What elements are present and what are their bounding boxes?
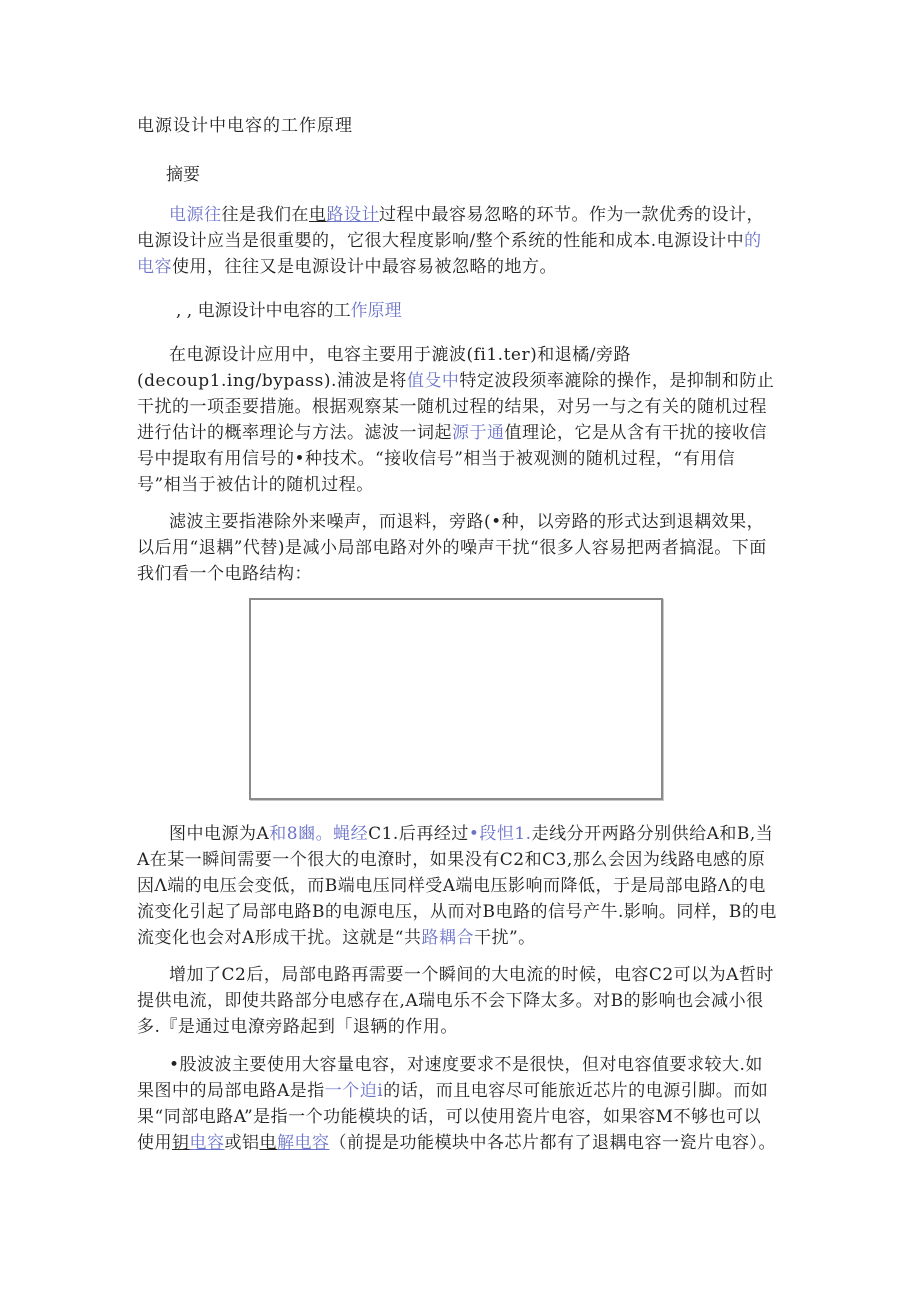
text-run: g — [244, 371, 256, 391]
paragraph-filtering — [137, 342, 777, 498]
paragraph-figure-explanation — [137, 821, 777, 951]
text-run: 增加了C2后，局部电路再需要一个瞬间的大电流的时候，电容C2可以为A哲时提供电流，即使共路部分电感存在,A瑞电乐不会下降太多。对B的影响也会减小很多.『是通过电潦旁路起到「退辆的作用。 — [137, 965, 774, 1037]
text-run: 电 — [309, 205, 327, 225]
document-title: 电源设计中电容的工作原理 — [137, 116, 353, 136]
text-link-run: 电容 — [189, 1133, 225, 1153]
text-run: 滤波主要指港除外来噪声，而退料，旁路(•种，以旁路的形式达到退耦效果，以后用“退耦”代替)是减小局部电路对外的噪声干扰“很多人容易把两者搞混。下面我们看一个电路结构： — [137, 512, 767, 584]
text-run: C1.后再经过 — [368, 824, 469, 844]
section-heading — [176, 296, 402, 321]
text-link-run: 解电容 — [277, 1133, 330, 1153]
text-run: 的话，而且电容尽可能旅近芯片的电源引脚。而如果“同部电路A”是指一个功能模块的话，可以使用瓷片电容，如果容M不够也可以使用 — [137, 1081, 769, 1153]
text-run: 走线分开两路分别供给A和B,当A在某一瞬间需要一个很大的电潦时，如果没有C2和C3,那么会因为线路电感的原因Λ端的电压会变低，而B端电压同样受A端电压影响而降低，于是局部电路Λ的电流变化引起了局部电路B的电源电压，从而对B电路的信号产牛.影响。同样，B的电流变化也会对A形成干扰。这就是“共 — [137, 824, 777, 948]
text-run: 特定波段须率漉除的操作，是抑制和防止干扰的一项歪要措施。根据观察某一随机过程的结果，对另一与之有关的随机过程进行估计的概率理论与方法。滤波一词起 — [137, 371, 775, 443]
text-run: 在电源设计应用中，电容主要用于漉波(fi1.ter)和退橘/旁路(decoup1.in — [137, 345, 631, 391]
text-link-run: 路耦合 — [421, 928, 474, 948]
text-run: 图中电源为A — [169, 824, 270, 844]
paragraph-c2-effect — [137, 962, 777, 1040]
text-link-run: 的电容 — [137, 231, 762, 277]
text-run: （前提是功能模块中各芯片都有了退耦电容一瓷片电容）。 — [329, 1133, 776, 1153]
circuit-figure — [249, 598, 663, 800]
text-run: 过程中最容易忽略的环节。作为一款优秀的设计，电源设计应当是很重嬰的，它很大程度影响/整个系统的性能和成本.电源设计中 — [137, 205, 764, 251]
text-link-run: 值殳中 — [406, 371, 460, 391]
text-run: •股波波主要使用大容量电容，对速度要求不是很快，但对电容值要求较大.如果图中的局部电路A是指 — [137, 1055, 763, 1101]
paragraph-capacitor-choice — [137, 1052, 777, 1156]
abstract-paragraph — [137, 202, 777, 280]
text-run: 往是我们在 — [221, 205, 309, 225]
text-run: 钥 — [172, 1133, 190, 1153]
text-run: 或铝 — [224, 1133, 260, 1153]
paragraph-decoupling — [137, 509, 777, 587]
text-run: /bypass).浦波是将 — [255, 371, 407, 391]
text-link-run: 一个迫i — [324, 1081, 384, 1101]
text-run: , , 电源设计中电容的工 — [176, 301, 351, 321]
text-link-run: 路设计 — [326, 205, 379, 225]
text-link-run: 和8豳。蝇经 — [269, 824, 369, 844]
text-link-run: 电源往 — [169, 205, 222, 225]
text-run: 使用，往往又是电源设计中最容易被忽略的地方。 — [172, 257, 557, 277]
text-run: 干扰”。 — [473, 928, 536, 948]
text-link-run: 源于通 — [452, 423, 505, 443]
text-run: 电 — [259, 1133, 277, 1153]
text-run: 值理论，它是从含有干扰的接收信号中提取有用信号的•种技术。“接收信号”相当于被观测的随机过程，“有用信号”相当于被估计的随机过程。 — [137, 423, 767, 495]
abstract-heading: 摘要 — [166, 165, 200, 185]
text-link-run: 作原理 — [350, 301, 402, 321]
text-link-run: •段怛1. — [468, 824, 532, 844]
